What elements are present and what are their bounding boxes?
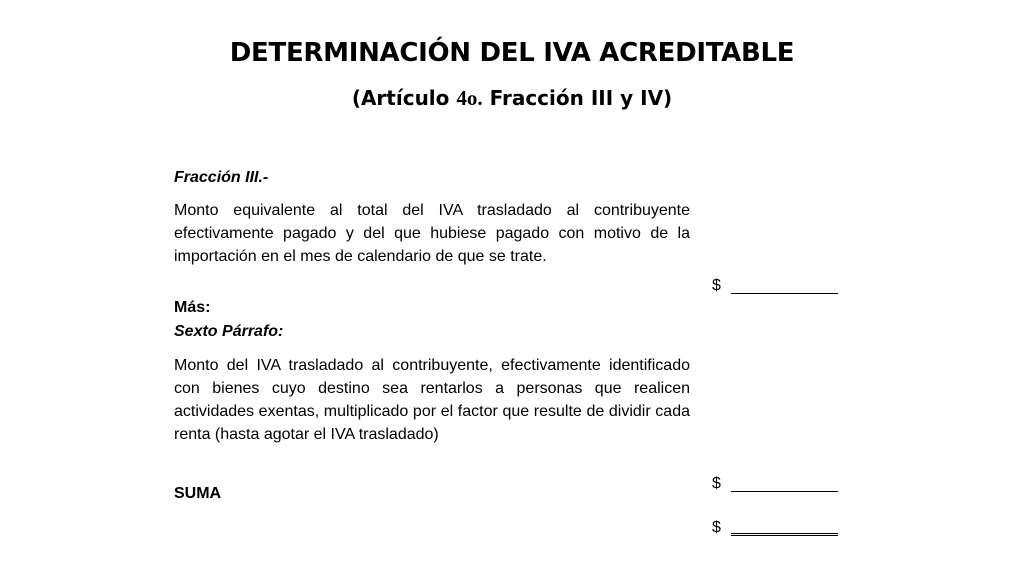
amount-fraccion-line — [712, 276, 732, 296]
currency-symbol: $ — [712, 519, 721, 536]
suma-label-text: SUMA — [174, 485, 222, 502]
page-title: DETERMINACIÓN DEL IVA ACREDITABLE — [229, 38, 795, 68]
subtitle-close: Fracción III y IV) — [482, 86, 673, 110]
amount-underline — [731, 491, 838, 492]
page-subtitle — [0, 86, 1024, 111]
mas-label-text: Más: — [174, 299, 211, 316]
subtitle-open: (Artículo — [351, 86, 457, 110]
sexto-heading — [174, 320, 690, 343]
mas-label — [174, 296, 690, 319]
sexto-text: Monto del IVA trasladado al contribuyente, efectivamente identificado con bienes cuyo destino sea rentarlos a personas que realicen actividades exentas, multiplicado por el factor que resulte de dividir cada renta (hasta agotar el IVA trasladado) — [174, 357, 690, 443]
fraccion-heading — [174, 166, 690, 189]
suma-label — [174, 482, 690, 505]
amount-double-underline — [731, 533, 838, 536]
fraccion-text: Monto equivalente al total del IVA trasladado al contribuyente efectivamente pagado y del que hubiese pagado con motivo de la importación en el mes de calendario de que se trate. — [174, 202, 690, 265]
subtitle-article-number: 4o. — [456, 86, 483, 110]
currency-symbol: $ — [712, 475, 721, 492]
amount-underline — [731, 293, 838, 294]
sexto-heading-text: Sexto Párrafo: — [174, 323, 284, 340]
currency-symbol: $ — [712, 277, 721, 294]
amount-suma-line — [712, 518, 732, 538]
amount-sexto-line — [712, 474, 732, 494]
fraccion-heading-text: Fracción III.- — [174, 169, 269, 186]
